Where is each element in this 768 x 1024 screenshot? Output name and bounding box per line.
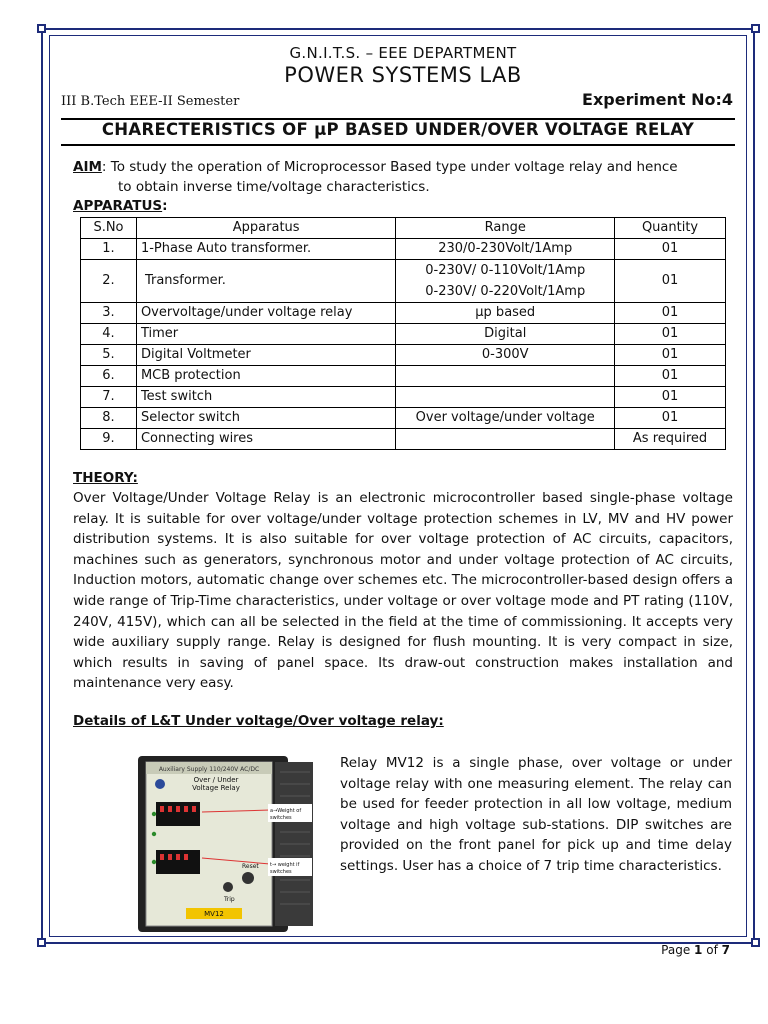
cell-range: µp based (396, 303, 615, 324)
cell-sno: 9. (81, 429, 137, 450)
cell-quantity: As required (615, 429, 726, 450)
cell-sno: 8. (81, 408, 137, 429)
cell-sno: 6. (81, 366, 137, 387)
cell-quantity: 01 (615, 303, 726, 324)
frame-corner (751, 24, 760, 33)
cell-range: Digital (396, 324, 615, 345)
cell-apparatus: Test switch (136, 387, 395, 408)
cell-apparatus: Transformer. (136, 260, 395, 303)
details-heading: Details of L&T Under voltage/Over voltage relay: (73, 713, 444, 729)
cell-quantity: 01 (615, 324, 726, 345)
title-rule-bottom (61, 144, 735, 146)
cell-quantity: 01 (615, 239, 726, 260)
column-header: S.No (81, 218, 137, 239)
cell-apparatus: Overvoltage/under voltage relay (136, 303, 395, 324)
page-number: Page 1 of 7 (661, 943, 730, 957)
cell-sno: 1. (81, 239, 137, 260)
svg-text:a→Weight of: a→Weight of (270, 808, 302, 814)
table-row (81, 324, 726, 345)
cell-range (396, 366, 615, 387)
cell-apparatus: 1-Phase Auto transformer. (136, 239, 395, 260)
table-row (81, 387, 726, 408)
column-header: Range (396, 218, 615, 239)
svg-text:MV12: MV12 (204, 910, 224, 918)
cell-range: 230/0-230Volt/1Amp (396, 239, 615, 260)
aim-text-line2: to obtain inverse time/voltage characteristics. (118, 179, 430, 195)
theory-paragraph: Over Voltage/Under Voltage Relay is an electronic microcontroller based single-phase voltage relay. It is suitable for over voltage/under voltage protection schemes in LV, MV and HV power distribution systems. It is also suitable for over voltage protection of AC circuits, capacitors, machines such as generators, synchronous motor and under voltage protection of AC circuits, Induction motors, automatic change over schemes etc. The microcontroller-based design offers a wide range of Trip-Time characteristics, under voltage or over voltage mode and PT rating (110V, 240V, 415V), which can all be selected in the field at the time of commissioning. It accepts very wide auxiliary supply range. Relay is designed for flush mounting. It is very compact in size, which results in saving of panel space. Its draw-out construction makes installation and maintenance very easy. (73, 490, 733, 692)
cell-apparatus: Timer (136, 324, 395, 345)
apparatus-table (80, 217, 726, 450)
table-header-row (81, 218, 726, 239)
cell-sno: 2. (81, 260, 137, 303)
cell-range (396, 429, 615, 450)
header-row (61, 90, 733, 109)
apparatus-rows (81, 239, 726, 450)
cell-range: 0-300V (396, 345, 615, 366)
svg-text:t→ weight if: t→ weight if (270, 862, 300, 868)
aim-text-line1: To study the operation of Microprocessor Based type under voltage relay and hence (110, 159, 678, 175)
cell-quantity: 01 (615, 387, 726, 408)
experiment-number: Experiment No:4 (582, 90, 733, 109)
lab-heading: POWER SYSTEMS LAB (284, 63, 522, 87)
column-header: Apparatus (136, 218, 395, 239)
svg-text:switches: switches (270, 869, 292, 875)
cell-range-line: 0-230V/ 0-220Volt/1Amp (425, 284, 586, 299)
table-row (81, 239, 726, 260)
svg-text:Reset: Reset (242, 863, 259, 870)
frame-corner (37, 938, 46, 947)
frame-corner (37, 24, 46, 33)
cell-apparatus: Digital Voltmeter (136, 345, 395, 366)
relay-photo (120, 754, 320, 934)
aim-label: AIM (73, 159, 102, 175)
cell-range (396, 387, 615, 408)
cell-range: Over voltage/under voltage (396, 408, 615, 429)
aim-section: AIM: To study the operation of Microprocessor Based type under voltage relay and hence to obtain inverse time/voltage characteristics. (73, 157, 733, 197)
cell-sno: 5. (81, 345, 137, 366)
table-row (81, 303, 726, 324)
cell-sno: 7. (81, 387, 137, 408)
cell-sno: 3. (81, 303, 137, 324)
cell-quantity: 01 (615, 345, 726, 366)
svg-text:Trip: Trip (224, 896, 235, 903)
svg-text:Voltage Relay: Voltage Relay (192, 784, 240, 792)
svg-text:switches: switches (270, 815, 292, 821)
theory-heading: THEORY: (73, 470, 138, 486)
svg-text:Auxiliary Supply 110/240V AC/D: Auxiliary Supply 110/240V AC/DC (158, 766, 260, 773)
cell-apparatus: Connecting wires (136, 429, 395, 450)
cell-range-line: 0-230V/ 0-110Volt/1Amp (425, 263, 586, 278)
column-header: Quantity (615, 218, 726, 239)
cell-quantity: 01 (615, 260, 726, 303)
cell-apparatus: MCB protection (136, 366, 395, 387)
cell-apparatus: Selector switch (136, 408, 395, 429)
cell-quantity: 01 (615, 408, 726, 429)
cell-range (396, 260, 615, 303)
frame-corner (751, 938, 760, 947)
document-title: CHARECTERISTICS OF µP BASED UNDER/OVER VOLTAGE RELAY (101, 120, 695, 139)
page-header (61, 42, 733, 109)
cell-quantity: 01 (615, 366, 726, 387)
semester-label: III B.Tech EEE-II Semester (61, 94, 240, 109)
apparatus-heading: APPARATUS: (73, 198, 168, 214)
relay-description: Relay MV12 is a single phase, over voltage or under voltage relay with one measuring element. The relay can be used for feeder protection in all low voltage, medium voltage and high voltage sub-stations. DIP switches are provided on the front panel for pick up and time delay settings. User has a choice of 7 trip time characteristics. (340, 755, 732, 874)
table-row (81, 260, 726, 303)
department-heading: G.N.I.T.S. – EEE DEPARTMENT (289, 44, 517, 62)
cell-sno: 4. (81, 324, 137, 345)
table-row (81, 366, 726, 387)
table-row (81, 345, 726, 366)
svg-text:Over / Under: Over / Under (193, 776, 239, 784)
table-row (81, 429, 726, 450)
table-row (81, 408, 726, 429)
